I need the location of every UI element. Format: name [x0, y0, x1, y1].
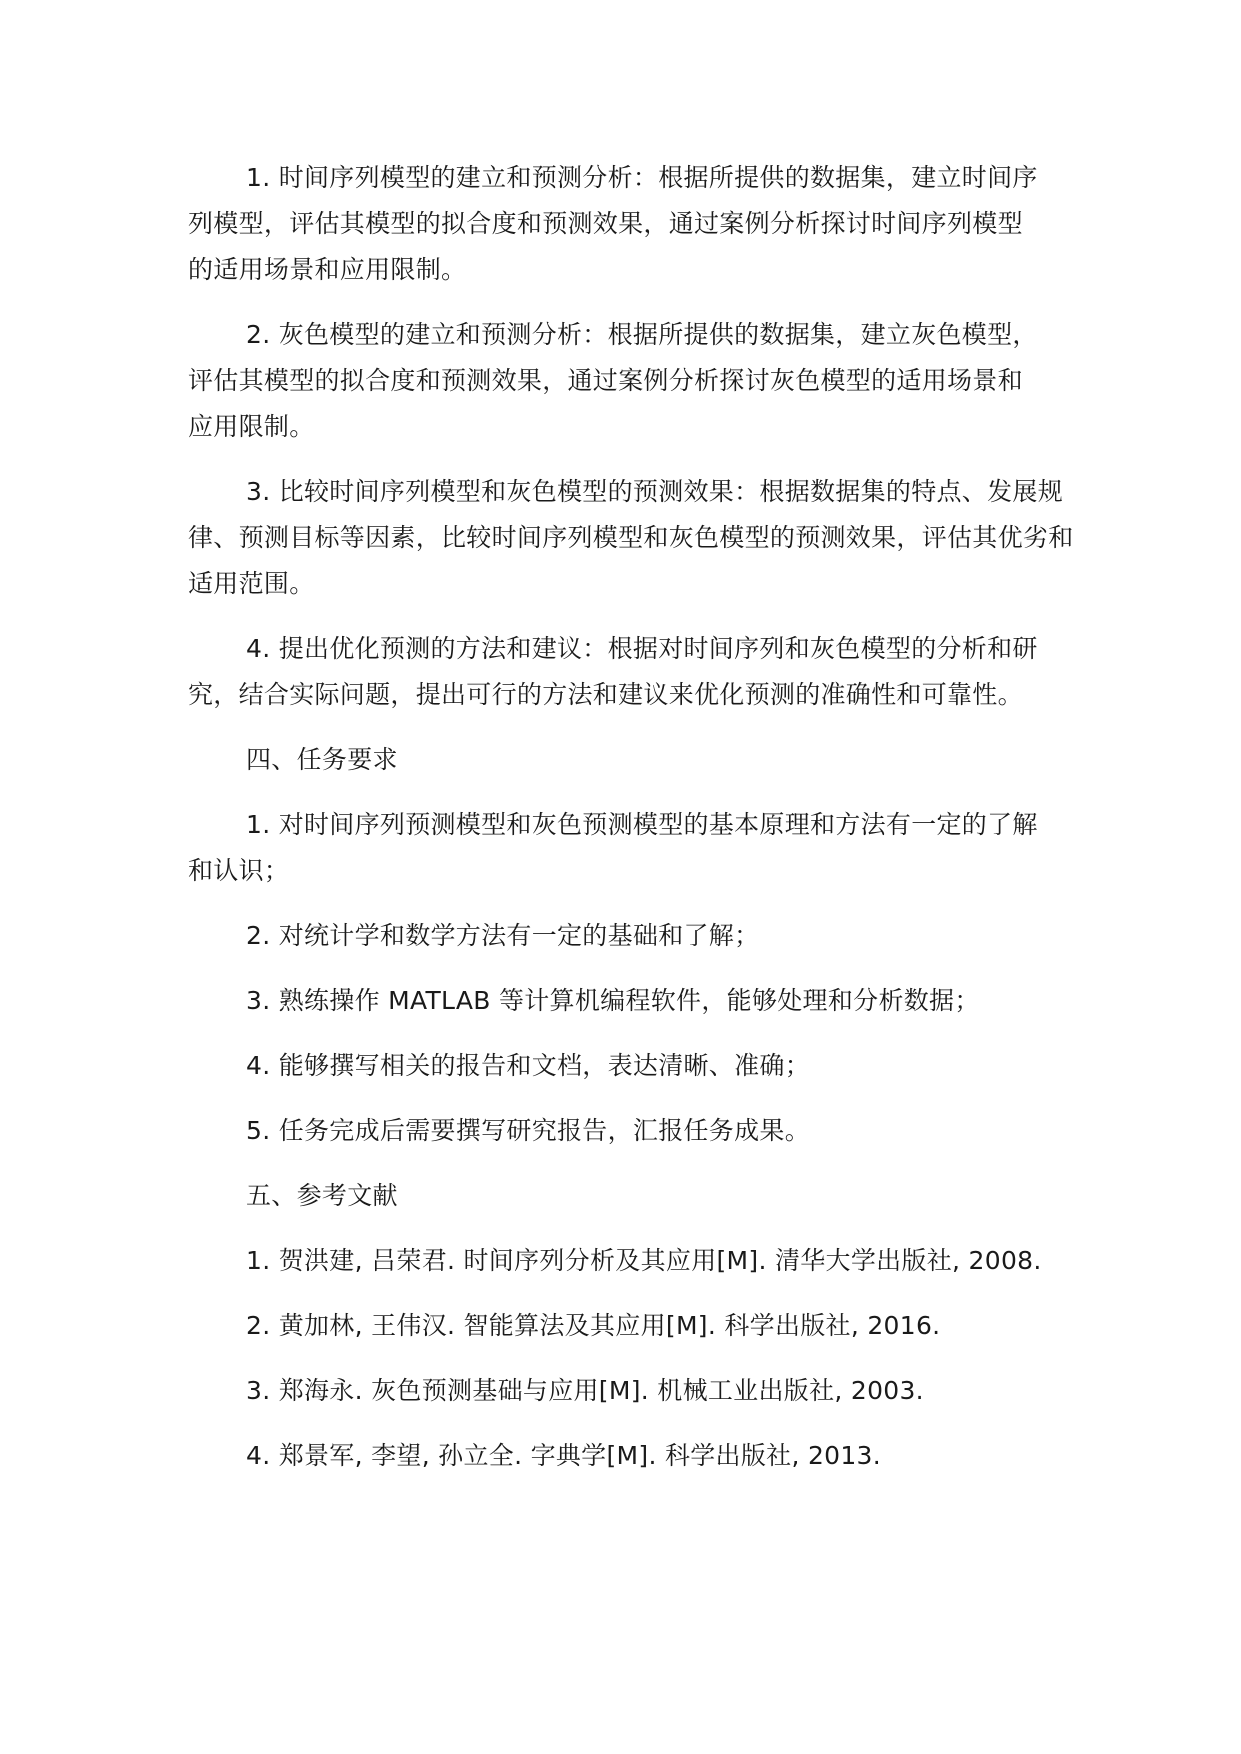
paragraph-item-2: 2. 灰色模型的建立和预测分析：根据所提供的数据集，建立灰色模型，评估其模型的拟合度和预测效果，通过案例分析探讨灰色模型的适用场景和应用限制。	[188, 320, 1038, 441]
requirement-item-4: 4. 能够撰写相关的报告和文档，表达清晰、准确；	[246, 1051, 811, 1080]
section-heading-references: 五、参考文献	[246, 1181, 398, 1210]
reference-item-1: 1. 贺洪建, 吕荣君. 时间序列分析及其应用[M]. 清华大学出版社, 2008.	[246, 1246, 1042, 1275]
requirement-item-1: 1. 对时间序列预测模型和灰色预测模型的基本原理和方法有一定的了解和认识；	[188, 810, 1038, 885]
requirement-item-5: 5. 任务完成后需要撰写研究报告，汇报任务成果。	[246, 1116, 811, 1145]
reference-item-2: 2. 黄加林, 王伟汉. 智能算法及其应用[M]. 科学出版社, 2016.	[246, 1311, 941, 1340]
paragraph-item-3: 3. 比较时间序列模型和灰色模型的预测效果：根据数据集的特点、发展规律、预测目标等因素，比较时间序列模型和灰色模型的预测效果，评估其优劣和适用范围。	[188, 477, 1074, 598]
paragraph-item-1: 1. 时间序列模型的建立和预测分析：根据所提供的数据集，建立时间序列模型，评估其模型的拟合度和预测效果，通过案例分析探讨时间序列模型的适用场景和应用限制。	[188, 163, 1038, 284]
paragraph-item-4: 4. 提出优化预测的方法和建议：根据对时间序列和灰色模型的分析和研究，结合实际问题，提出可行的方法和建议来优化预测的准确性和可靠性。	[188, 634, 1038, 709]
document-body	[188, 155, 1088, 1498]
requirement-item-2: 2. 对统计学和数学方法有一定的基础和了解；	[246, 921, 760, 950]
requirement-item-3: 3. 熟练操作 MATLAB 等计算机编程软件，能够处理和分析数据；	[246, 986, 980, 1015]
section-heading-requirements: 四、任务要求	[246, 745, 398, 774]
reference-item-4: 4. 郑景军, 李望, 孙立全. 字典学[M]. 科学出版社, 2013.	[246, 1441, 882, 1470]
reference-item-3: 3. 郑海永. 灰色预测基础与应用[M]. 机械工业出版社, 2003.	[246, 1376, 924, 1405]
